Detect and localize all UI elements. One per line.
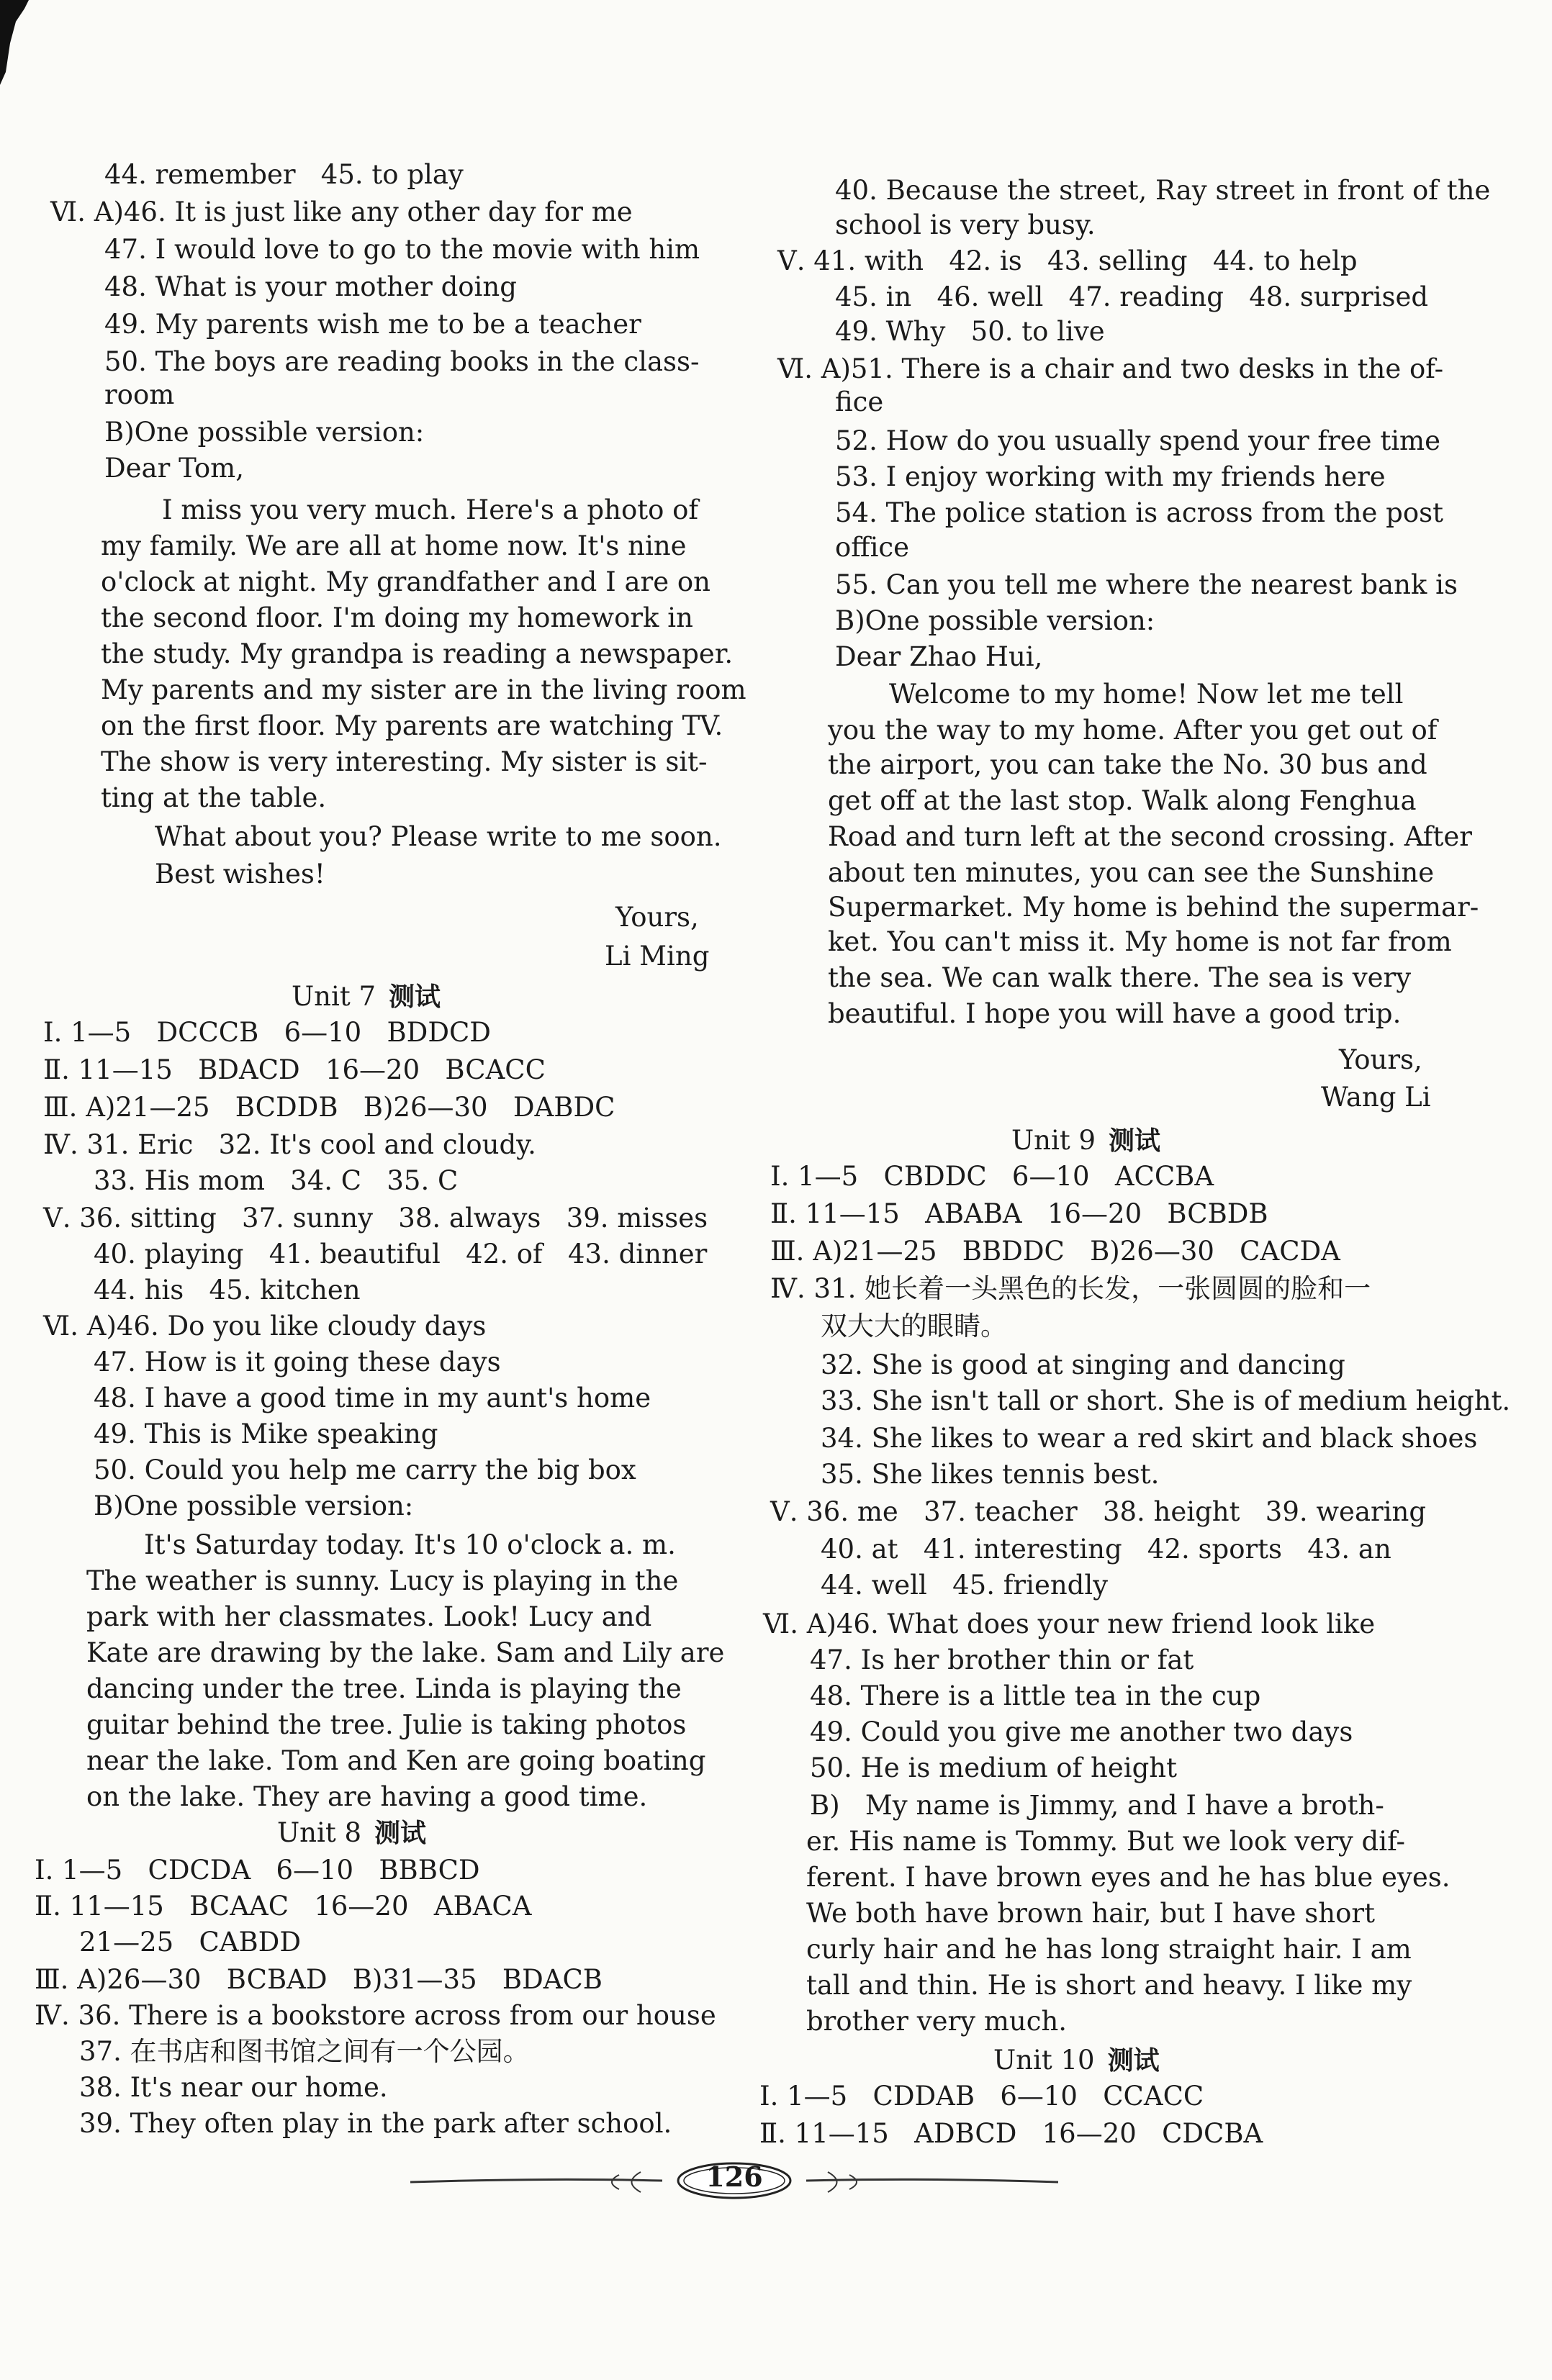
answer-line: Ⅴ. 41. with 42. is 43. selling 44. to help bbox=[777, 245, 1358, 276]
answer-line: Ⅵ. A)46. Do you like cloudy days bbox=[43, 1311, 487, 1341]
essay-line: What about you? Please write to me soon. bbox=[155, 821, 722, 852]
unit-heading: Unit 10 测试 bbox=[993, 2045, 1160, 2076]
answer-line: Ⅰ. 1—5 CDCDA 6—10 BBBCD bbox=[35, 1855, 480, 1886]
answer-line: 44. his 45. kitchen bbox=[94, 1275, 361, 1306]
answer-line: room bbox=[104, 379, 175, 410]
page-number: 126 bbox=[705, 2160, 763, 2193]
essay-line: you the way to my home. After you get out of bbox=[828, 715, 1438, 746]
answer-line: 48. There is a little tea in the cup bbox=[810, 1680, 1261, 1711]
essay-line: near the lake. Tom and Ken are going boating bbox=[86, 1745, 706, 1776]
essay-line: o'clock at night. My grandfather and I are on bbox=[101, 566, 710, 597]
answer-line: Ⅱ. 11—15 BDACD 16—20 BCACC bbox=[43, 1054, 546, 1085]
answer-line: 21—25 CABDD bbox=[79, 1927, 301, 1958]
essay-line: B) My name is Jimmy, and I have a broth- bbox=[810, 1790, 1384, 1821]
unit-heading: Unit 9 测试 bbox=[1011, 1125, 1161, 1156]
answer-line: B)One possible version: bbox=[835, 605, 1155, 636]
answer-line: 33. She isn't tall or short. She is of medium height. bbox=[821, 1385, 1511, 1416]
essay-line: It's Saturday today. It's 10 o'clock a. m. bbox=[144, 1529, 676, 1560]
corner-ink-mark bbox=[0, 0, 29, 86]
answer-line: 48. What is your mother doing bbox=[104, 271, 517, 302]
essay-line: ting at the table. bbox=[101, 782, 327, 813]
unit-heading: Unit 8 测试 bbox=[277, 1817, 427, 1848]
answer-line: Ⅰ. 1—5 CDDAB 6—10 CCACC bbox=[759, 2081, 1204, 2112]
answer-line: 45. in 46. well 47. reading 48. surprised bbox=[835, 281, 1429, 312]
answer-line: Dear Zhao Hui, bbox=[835, 641, 1043, 672]
essay-line: beautiful. I hope you will have a good trip. bbox=[828, 998, 1402, 1029]
answer-line: 37. 在书店和图书馆之间有一个公园。 bbox=[79, 2036, 530, 2067]
answer-line: Ⅳ. 31. Eric 32. It's cool and cloudy. bbox=[43, 1129, 536, 1160]
answer-line: Ⅲ. A)21—25 BCDDB B)26—30 DABDC bbox=[43, 1092, 615, 1123]
answer-line: 50. The boys are reading books in the class- bbox=[104, 346, 700, 377]
answer-line: 54. The police station is across from the post bbox=[835, 497, 1444, 528]
essay-signature: Li Ming bbox=[605, 941, 710, 972]
answer-line: 34. She likes to wear a red skirt and black shoes bbox=[821, 1423, 1478, 1454]
answer-line: 49. Could you give me another two days bbox=[810, 1716, 1353, 1747]
answer-line: Ⅵ. A)46. What does your new friend look like bbox=[763, 1608, 1376, 1639]
essay-line: the sea. We can walk there. The sea is very bbox=[828, 962, 1412, 993]
answer-line: 49. Why 50. to live bbox=[835, 316, 1105, 347]
answer-line: 49. My parents wish me to be a teacher bbox=[104, 309, 641, 340]
answer-line: 32. She is good at singing and dancing bbox=[821, 1349, 1345, 1380]
answer-line: 双大大的眼睛。 bbox=[821, 1311, 1007, 1341]
answer-line: 40. playing 41. beautiful 42. of 43. dinner bbox=[94, 1239, 708, 1270]
answer-line: 48. I have a good time in my aunt's home bbox=[94, 1383, 651, 1413]
answer-line: office bbox=[835, 532, 910, 563]
essay-line: Welcome to my home! Now let me tell bbox=[889, 679, 1404, 710]
essay-line: tall and thin. He is short and heavy. I like my bbox=[806, 1970, 1412, 2001]
answer-line: Ⅲ. A)26—30 BCBAD B)31—35 BDACB bbox=[35, 1964, 603, 1995]
answer-line: 52. How do you usually spend your free time bbox=[835, 425, 1441, 456]
essay-line: on the lake. They are having a good time. bbox=[86, 1781, 648, 1812]
essay-line: park with her classmates. Look! Lucy and bbox=[86, 1601, 652, 1632]
answer-line: Ⅰ. 1—5 DCCCB 6—10 BDDCD bbox=[43, 1017, 491, 1048]
essay-line: my family. We are all at home now. It's nine bbox=[101, 530, 687, 561]
answer-line: 50. He is medium of height bbox=[810, 1752, 1177, 1783]
answer-line: 40. at 41. interesting 42. sports 43. an bbox=[821, 1534, 1391, 1565]
essay-line: the second floor. I'm doing my homework in bbox=[101, 602, 693, 633]
answer-line: 47. Is her brother thin or fat bbox=[810, 1644, 1194, 1675]
essay-line: Kate are drawing by the lake. Sam and Lily are bbox=[86, 1637, 725, 1668]
answer-line: 33. His mom 34. C 35. C bbox=[94, 1165, 459, 1196]
answer-line: 44. well 45. friendly bbox=[821, 1570, 1109, 1601]
answer-line: 35. She likes tennis best. bbox=[821, 1459, 1160, 1490]
essay-signature: Wang Li bbox=[1321, 1082, 1431, 1113]
answer-line: Dear Tom, bbox=[104, 453, 244, 484]
essay-line: The show is very interesting. My sister is sit- bbox=[101, 746, 708, 777]
answer-line: Ⅴ. 36. me 37. teacher 38. height 39. wearing bbox=[770, 1496, 1427, 1527]
essay-line: guitar behind the tree. Julie is taking photos bbox=[86, 1709, 687, 1740]
answer-line: Ⅲ. A)21—25 BBDDC B)26—30 CACDA bbox=[770, 1236, 1340, 1267]
answer-line: 38. It's near our home. bbox=[79, 2072, 388, 2103]
answer-line: 44. remember 45. to play bbox=[104, 159, 464, 190]
unit-heading: Unit 7 测试 bbox=[292, 981, 441, 1012]
answer-line: Ⅵ. A)46. It is just like any other day for me bbox=[50, 196, 633, 227]
answer-line: Ⅱ. 11—15 ADBCD 16—20 CDCBA bbox=[759, 2118, 1263, 2149]
essay-line: ferent. I have brown eyes and he has blue eyes. bbox=[806, 1862, 1451, 1893]
answer-line: 55. Can you tell me where the nearest bank is bbox=[835, 569, 1458, 600]
answer-line: 47. I would love to go to the movie with him bbox=[104, 234, 700, 265]
answer-line: 53. I enjoy working with my friends here bbox=[835, 461, 1386, 492]
answer-line: B)One possible version: bbox=[104, 417, 425, 448]
essay-line: dancing under the tree. Linda is playing the bbox=[86, 1673, 682, 1704]
answer-line: school is very busy. bbox=[835, 209, 1096, 240]
answer-line: fice bbox=[835, 386, 884, 417]
essay-line: on the first floor. My parents are watching TV. bbox=[101, 710, 723, 741]
essay-signoff: Yours, bbox=[615, 902, 699, 933]
answer-line: Ⅱ. 11—15 ABABA 16—20 BCBDB bbox=[770, 1198, 1268, 1229]
essay-line: ket. You can't miss it. My home is not far from bbox=[828, 926, 1452, 957]
essay-line: the airport, you can take the No. 30 bus and bbox=[828, 749, 1427, 780]
answer-line: Ⅳ. 31. 她长着一头黑色的长发，一张圆圆的脸和一 bbox=[770, 1273, 1371, 1304]
essay-line: about ten minutes, you can see the Sunshine bbox=[828, 857, 1435, 888]
answer-line: Ⅱ. 11—15 BCAAC 16—20 ABACA bbox=[35, 1891, 532, 1922]
essay-line: My parents and my sister are in the living room bbox=[101, 674, 746, 705]
essay-line: Supermarket. My home is behind the supermar- bbox=[828, 892, 1479, 923]
answer-line: Ⅴ. 36. sitting 37. sunny 38. always 39. misses bbox=[43, 1203, 708, 1234]
answer-line: 50. Could you help me carry the big box bbox=[94, 1454, 636, 1485]
answer-line: 40. Because the street, Ray street in front of the bbox=[835, 175, 1491, 206]
essay-line: We both have brown hair, but I have short bbox=[806, 1898, 1375, 1929]
essay-signoff: Yours, bbox=[1339, 1044, 1422, 1075]
essay-line: er. His name is Tommy. But we look very dif- bbox=[806, 1826, 1405, 1857]
essay-line: the study. My grandpa is reading a newspaper. bbox=[101, 638, 734, 669]
essay-line: get off at the last stop. Walk along Fenghua bbox=[828, 785, 1417, 816]
essay-line: Best wishes! bbox=[155, 859, 325, 890]
answer-line: Ⅳ. 36. There is a bookstore across from our house bbox=[35, 2000, 716, 2031]
essay-line: Road and turn left at the second crossing. After bbox=[828, 821, 1472, 852]
answer-line: Ⅵ. A)51. There is a chair and two desks in the of- bbox=[777, 353, 1444, 384]
answer-line: B)One possible version: bbox=[94, 1490, 414, 1521]
answer-line: 47. How is it going these days bbox=[94, 1347, 501, 1377]
essay-line: brother very much. bbox=[806, 2006, 1068, 2037]
answer-line: 39. They often play in the park after school. bbox=[79, 2108, 672, 2139]
answer-line: 49. This is Mike speaking bbox=[94, 1419, 438, 1449]
answer-line: Ⅰ. 1—5 CBDDC 6—10 ACCBA bbox=[770, 1161, 1214, 1192]
essay-line: The weather is sunny. Lucy is playing in the bbox=[86, 1565, 679, 1596]
essay-line: I miss you very much. Here's a photo of bbox=[162, 494, 699, 525]
essay-line: curly hair and he has long straight hair. I am bbox=[806, 1934, 1412, 1965]
